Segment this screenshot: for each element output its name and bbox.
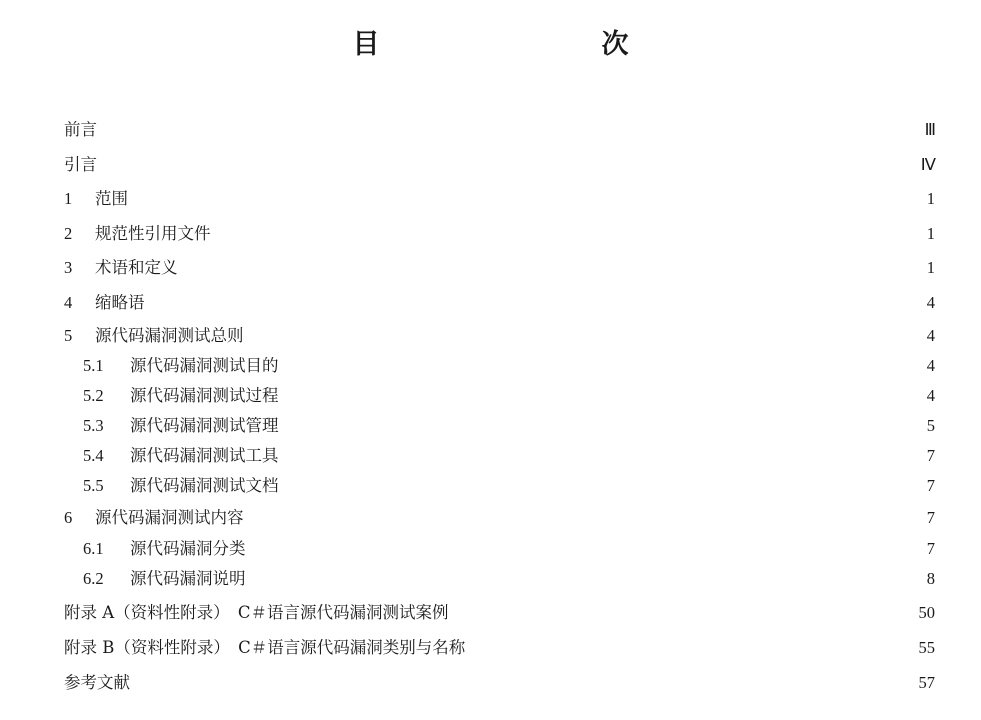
toc-entry-5-1[interactable] [64,351,935,381]
toc-entry-number: 5.4 [83,446,104,465]
toc-entry-1[interactable] [64,182,935,217]
toc-entry-label: 附录 A（资料性附录） C＃语言源代码漏洞测试案例 [64,602,449,622]
toc-entry-label: 参考文献 [64,672,130,692]
toc-entry-label: 源代码漏洞说明 [130,569,246,588]
toc-entry-label: 源代码漏洞测试管理 [130,416,279,435]
dot-leader [287,415,920,437]
toc-entry-page: 1 [926,258,935,278]
toc-entry-label: 源代码漏洞测试总则 [95,325,244,345]
toc-entry-4[interactable] [64,286,935,321]
toc-entry-3[interactable] [64,251,935,286]
toc-entry-number: 5.1 [83,356,104,375]
toc-entry-label: 源代码漏洞测试目的 [130,356,279,375]
toc-entry-number: 5.3 [83,416,104,435]
toc-entry-number: 3 [64,258,73,278]
toc-entry-6[interactable] [64,501,935,534]
toc-entry-page: 55 [918,638,935,658]
toc-entry-label: 缩略语 [95,292,145,312]
toc-entry-introduction[interactable] [64,148,935,183]
dot-leader [219,223,920,245]
dot-leader [186,257,920,279]
toc-entry-page: 7 [926,539,935,558]
dot-leader [287,355,920,377]
toc-entry-label: 源代码漏洞测试工具 [130,446,279,465]
toc-entry-page: 57 [918,672,935,692]
dot-leader [252,507,920,529]
toc-entry-bibliography[interactable] [64,666,935,701]
toc-entry-page: Ⅳ [920,154,935,174]
toc-entry-number: 5.2 [83,386,104,405]
toc-entry-6-2[interactable] [64,564,935,594]
toc-entry-number: 1 [64,189,73,209]
toc-entry-label: 引言 [64,154,97,174]
toc-entry-page: 4 [926,386,935,405]
toc-entry-page: 4 [926,325,935,345]
toc-entry-label: 源代码漏洞分类 [130,539,246,558]
toc-entry-5-5[interactable] [64,471,935,501]
page-title: 目 次 [352,29,685,60]
dot-leader [136,188,919,210]
dot-leader [105,154,915,176]
toc-entry-number: 2 [64,223,73,243]
toc-entry-page: 7 [926,476,935,495]
dot-leader [254,568,920,590]
toc-entry-label: 术语和定义 [95,258,178,278]
toc-entry-page: 5 [926,416,935,435]
dot-leader [473,637,912,659]
toc-entry-label: 前言 [64,120,97,140]
toc-entry-page: 1 [926,223,935,243]
dot-leader [457,602,913,624]
toc-entry-5-4[interactable] [64,441,935,471]
toc-entry-number: 4 [64,292,73,312]
toc-entry-6-1[interactable] [64,534,935,564]
dot-leader [254,538,920,560]
dot-leader [105,119,919,141]
toc-entry-number: 5.5 [83,476,104,495]
toc-entry-number: 5 [64,325,73,345]
toc-entry-5-2[interactable] [64,381,935,411]
toc-entry-foreword[interactable] [64,113,935,148]
toc-entry-label: 源代码漏洞测试文档 [130,476,279,495]
toc-entry-page: 1 [926,189,935,209]
dot-leader [287,475,920,497]
toc-entry-label: 范围 [95,189,128,209]
toc-entry-page: 4 [926,292,935,312]
dot-leader [153,292,920,314]
dot-leader [138,672,913,694]
toc-entry-number: 6.2 [83,569,104,588]
toc-entry-page: 7 [926,446,935,465]
toc-entry-number: 6.1 [83,539,104,558]
toc-entry-label: 规范性引用文件 [95,223,211,243]
toc-entry-page: 7 [926,507,935,527]
dot-leader [287,385,920,407]
dot-leader [287,445,920,467]
toc-entry-label: 源代码漏洞测试过程 [130,386,279,405]
toc-entry-number: 6 [64,507,73,527]
toc-entry-label: 源代码漏洞测试内容 [95,507,244,527]
dot-leader [252,325,920,347]
toc-entry-2[interactable] [64,217,935,252]
toc-entry-page: Ⅲ [924,120,935,140]
toc-entry-page: 50 [918,602,935,622]
toc-entry-page: 8 [926,569,935,588]
table-of-contents [64,113,935,700]
toc-entry-appendix-b[interactable] [64,631,935,666]
toc-entry-appendix-a[interactable] [64,594,935,631]
toc-entry-5[interactable] [64,320,935,351]
toc-entry-page: 4 [926,356,935,375]
toc-entry-5-3[interactable] [64,411,935,441]
toc-entry-label: 附录 B（资料性附录） C＃语言源代码漏洞类别与名称 [64,638,466,658]
